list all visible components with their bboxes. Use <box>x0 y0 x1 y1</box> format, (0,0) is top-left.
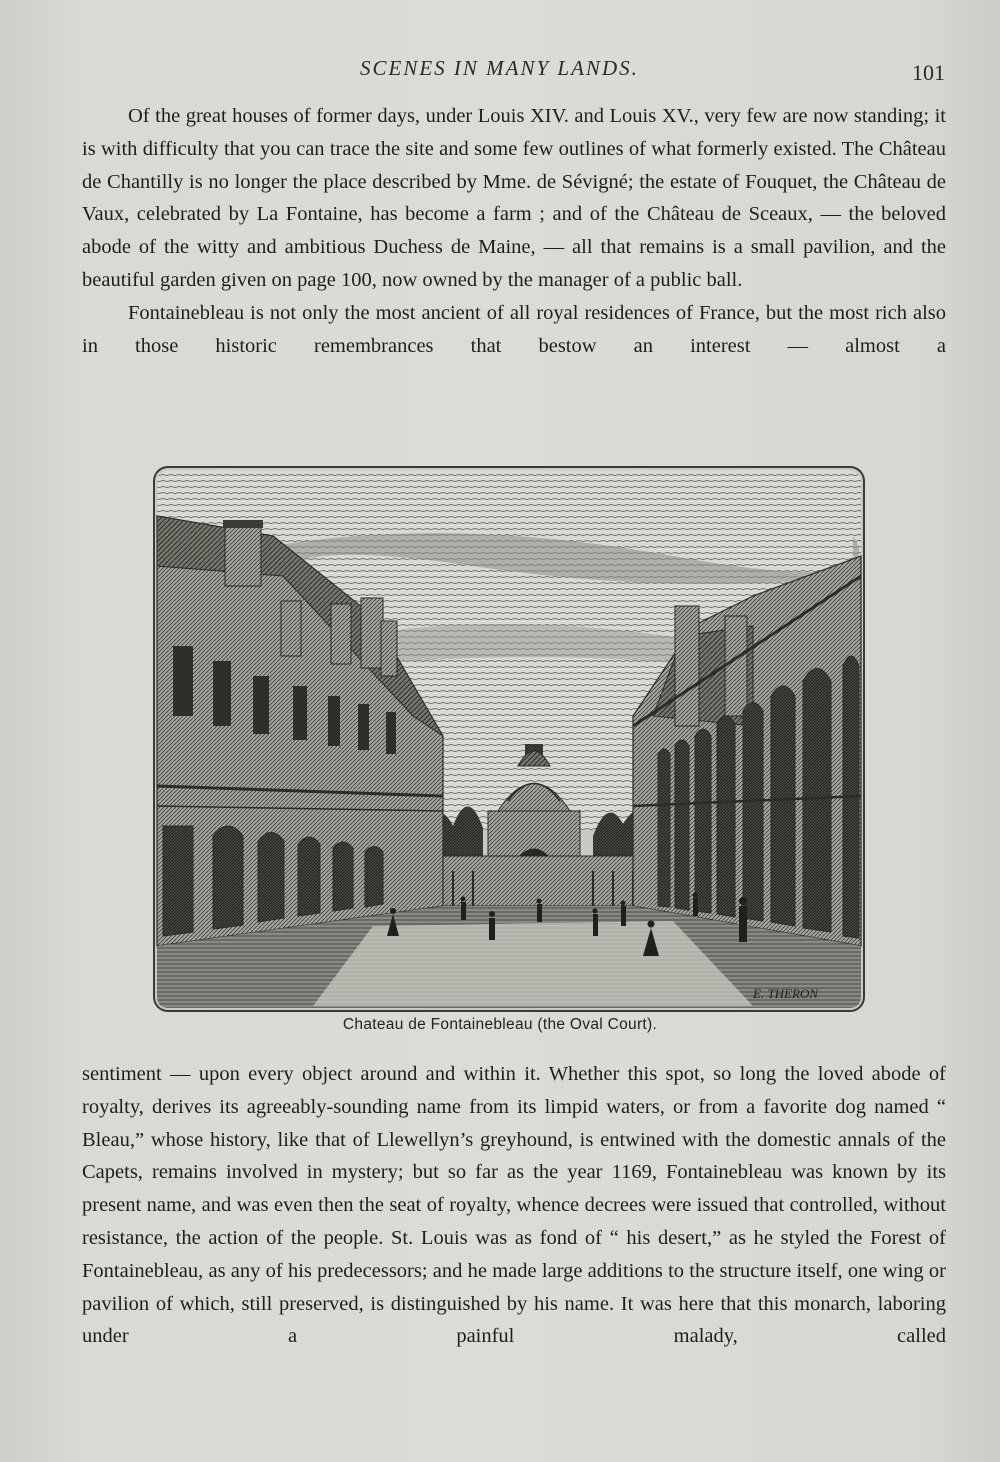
engraving-illustration <box>153 466 865 1012</box>
body-text-bottom <box>82 1058 946 1353</box>
figure-caption: Chateau de Fontainebleau (the Oval Court). <box>342 1016 658 1033</box>
paragraph-great-houses: Of the great houses of former days, under Louis XIV. and Louis XV., very few are now standing; it is with difficulty that you can trace the site and some few outlines of what formerly existed. The Château de Chantilly is no longer the place described by Mme. de Sévigné; the estate of Fouquet, the Château de Vaux, celebrated by La Fontaine, has become a farm ; and of the Château de Sceaux, — the beloved abode of the witty and ambitious Duchess de Maine, — all that remains is a small pavilion, and the beautiful garden given on page 100, now owned by the manager of a public ball. <box>82 105 946 291</box>
running-head <box>0 52 1000 86</box>
paragraph-sentiment: sentiment — upon every object around and within it. Whether this spot, so long the loved abode of royalty, derives its agreeably-sounding name from its limpid waters, or from a favorite dog named “ Bleau,” whose history, like that of Llewellyn’s greyhound, is entwined with the domestic annals of the Capets, remains involved in mystery; but so far as the year 1169, Fontainebleau was known by its present name, and was even then the seat of royalty, whence decrees were issued that controlled, without resistance, the action of the people. St. Louis was as fond of “ his desert,” as he styled the Forest of Fontainebleau, as any of his predecessors; and he made large additions to the structure itself, one wing or pavilion of which, still preserved, is distinguished by his name. It was here that this monarch, laboring under a painful malady, called <box>82 1063 946 1348</box>
figure-oval-court <box>153 466 865 1012</box>
body-text-top <box>82 100 946 362</box>
paragraph-fontainebleau-intro: Fontainebleau is not only the most ancient of all royal residences of France, but the most rich also in those historic remembrances that bestow an interest — almost a <box>82 301 946 357</box>
page-number: 101 <box>912 60 945 85</box>
running-title: SCENES IN MANY LANDS. <box>360 56 639 80</box>
engraver-signature: E. THERON <box>753 986 818 1001</box>
